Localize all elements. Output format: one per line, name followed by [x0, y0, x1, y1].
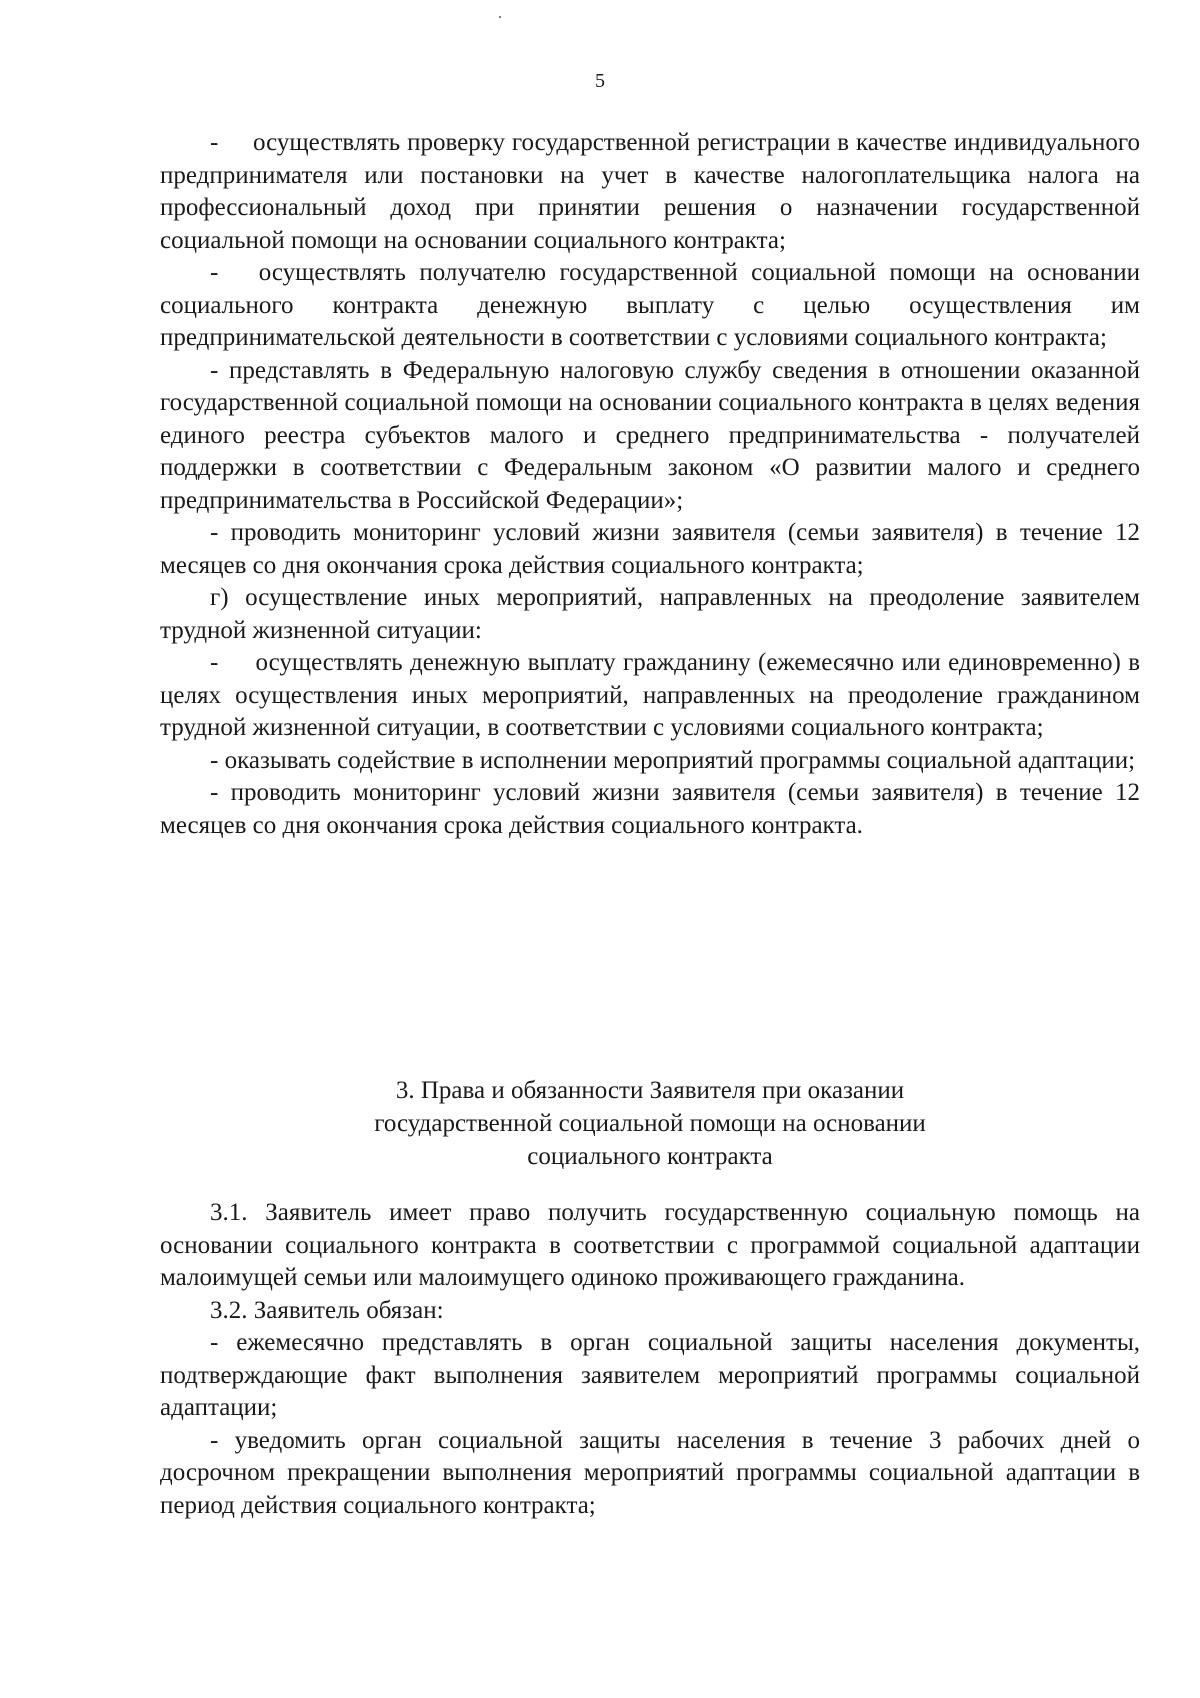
paragraph-3-2: 3.2. Заявитель обязан:: [210, 1296, 444, 1324]
paragraph-monitoring-1: - проводить мониторинг условий жизни заявителя (семьи заявителя) в течение 12 месяцев со дня окончания срока действия социального контракта;: [160, 519, 1140, 579]
paragraph-monetary-payment-business: - осуществлять получателю государственной социальной помощи на основании социального контракта денежную выплату с целью осуществления им предпринимательской деятельности в соответствии с условиями социального контракта;: [160, 259, 1140, 351]
paragraph-monitoring-2: - проводить мониторинг условий жизни заявителя (семьи заявителя) в течение 12 месяцев со дня окончания срока действия социального контракта.: [160, 779, 1140, 839]
page-number: 5: [595, 70, 605, 92]
paragraph-monetary-payment-other: - осуществлять денежную выплату гражданину (ежемесячно или единовременно) в целях осуществления иных мероприятий, направленных на преодоление гражданином трудной жизненной ситуации, в соответствии с условиями социального контракта;: [160, 649, 1140, 741]
paragraph-tax-service-info: - представлять в Федеральную налоговую службу сведения в отношении оказанной государственной социальной помощи на основании социального контракта в целях ведения единого реестра субъектов малого и среднего предпринимательства - получателей поддержки в соответствии с Федеральным законом «О развитии малого и среднего предпринимательства в Российской Федерации»;: [160, 356, 1140, 514]
paragraph-monthly-documents: - ежемесячно представлять в орган социальной защиты населения документы, подтверждающие факт выполнения заявителем мероприятий программы социальной адаптации;: [160, 1329, 1140, 1421]
obligations-list-top: [160, 127, 1140, 842]
section-heading-line: 3. Права и обязанности Заявителя при оказании: [395, 1077, 905, 1104]
section-3-heading: [160, 1074, 1140, 1173]
section-heading-line: государственной социальной помощи на основании: [374, 1110, 926, 1137]
paragraph-item-g: г) осуществление иных мероприятий, направленных на преодоление заявителем трудной жизненной ситуации:: [160, 584, 1140, 644]
paragraph-assistance: - оказывать содействие в исполнении мероприятий программы социальной адаптации;: [210, 746, 1136, 774]
section-3-body: [160, 1197, 1140, 1522]
section-heading-line: социального контракта: [527, 1143, 773, 1170]
scan-speck: [499, 16, 501, 18]
paragraph-notify-termination: - уведомить орган социальной защиты населения в течение 3 рабочих дней о досрочном прекращении выполнения мероприятий программы социальной адаптации в период действия социального контракта;: [160, 1426, 1140, 1519]
paragraph-registration-check: - осуществлять проверку государственной регистрации в качестве индивидуального предпринимателя или постановки на учет в качестве налогоплательщика налога на профессиональный доход при принятии решения о назначении государственной социальной помощи на основании социального контракта;: [160, 129, 1140, 254]
paragraph-3-1: 3.1. Заявитель имеет право получить государственную социальную помощь на основании социального контракта в соответствии с программой социальной адаптации малоимущей семьи или малоимущего одиноко проживающего гражданина.: [160, 1199, 1140, 1291]
